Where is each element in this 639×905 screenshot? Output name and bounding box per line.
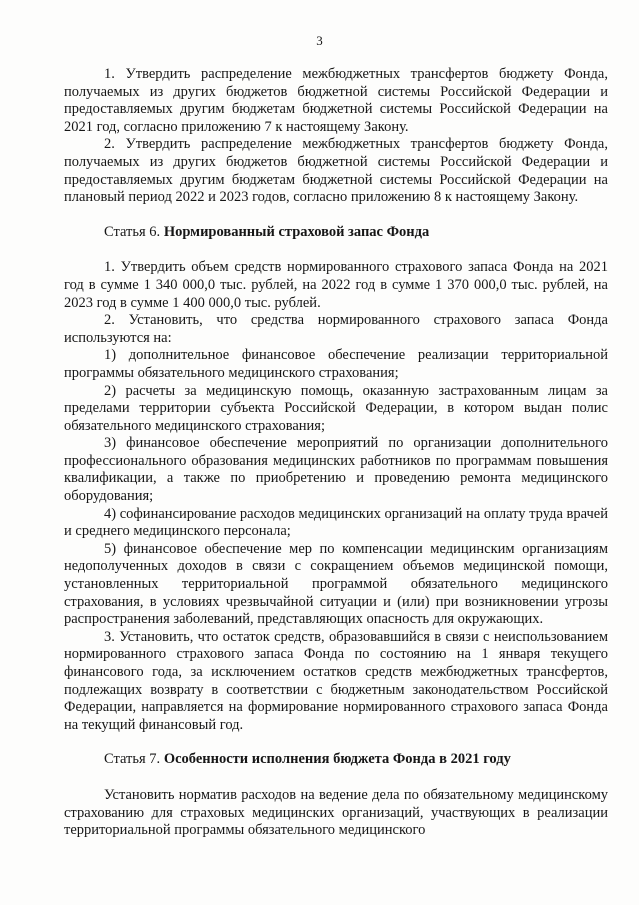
- paragraph: 1. Утвердить объем средств нормированного страхового запаса Фонда на 2021 год в сумме 1 340 000,0 тыс. рублей, на 2022 год в сумме 1 370 000,0 тыс. рублей, на 2023 год в сумме 1 400 000,0 тыс. рублей.: [64, 259, 608, 311]
- page-number: 3: [316, 33, 323, 48]
- article-7-title: Особенности исполнения бюджета Фонда в 2021 году: [163, 751, 511, 768]
- article-6-prefix: Статья 6.: [104, 223, 164, 240]
- article-7-prefix: Статья 7.: [104, 751, 164, 768]
- paragraph: 2. Установить, что средства нормированного страхового запаса Фонда используются на:: [64, 312, 608, 346]
- article-6-title: Нормированный страховой запас Фонда: [163, 223, 430, 240]
- list-item: 5) финансовое обеспечение мер по компенсации медицинским организациям недополученных доходов в связи с сокращением объемов медицинской помощи, установленных территориальной программой обязательного медицинского страхования, в условиях чрезвычайной ситуации и (или) при возникновении угрозы распространения заболеваний, представляющих опасность для окружающих.: [64, 540, 608, 628]
- paragraph: 1. Утвердить распределение межбюджетных трансфертов бюджету Фонда, получаемых из других бюджетов бюджетной системы Российской Федерации и предоставляемых другим бюджетам бюджетной системы Российской Федерации на 2021 год, согласно приложению 7 к настоящему Закону.: [64, 66, 608, 135]
- paragraph: 3. Установить, что остаток средств, образовавшийся в связи с неиспользованием нормированного страхового запаса Фонда по состоянию на 1 января текущего финансового года, за исключением остатков средств межбюджетных трансфертов, подлежащих возврату в соответствии с бюджетным законодательством Российской Федерации, направляется на формирование нормированного страхового запаса Фонда на текущий финансовый год.: [64, 628, 608, 733]
- paragraph: 2. Утвердить распределение межбюджетных трансфертов бюджету Фонда, получаемых из других бюджетов бюджетной системы Российской Федерации и предоставляемых другим бюджетам бюджетной системы Российской Федерации на плановый период 2022 и 2023 годов, согласно приложению 8 к настоящему Закону.: [64, 136, 608, 206]
- article-6-heading: [64, 224, 608, 242]
- list-item: 2) расчеты за медицинскую помощь, оказанную застрахованным лицам за пределами территории субъекта Российской Федерации, в котором выдан полис обязательного медицинского страхования;: [64, 382, 608, 434]
- paragraph: Установить норматив расходов на ведение дела по обязательному медицинскому страхованию для страховых медицинских организаций, участвующих в реализации территориальной программы обязательного медицинского: [64, 786, 608, 839]
- list-item: 3) финансовое обеспечение мероприятий по организации дополнительного профессионального образования медицинских работников по программам повышения квалификации, а также по приобретению и проведению ремонта медицинского оборудования;: [64, 435, 608, 505]
- document-body: [64, 66, 608, 840]
- article-7-heading: [64, 751, 608, 769]
- list-item: 4) софинансирование расходов медицинских организаций на оплату труда врачей и среднего медицинского персонала;: [64, 505, 608, 540]
- list-item: 1) дополнительное финансовое обеспечение реализации территориальной программы обязательного медицинского страхования;: [64, 347, 608, 381]
